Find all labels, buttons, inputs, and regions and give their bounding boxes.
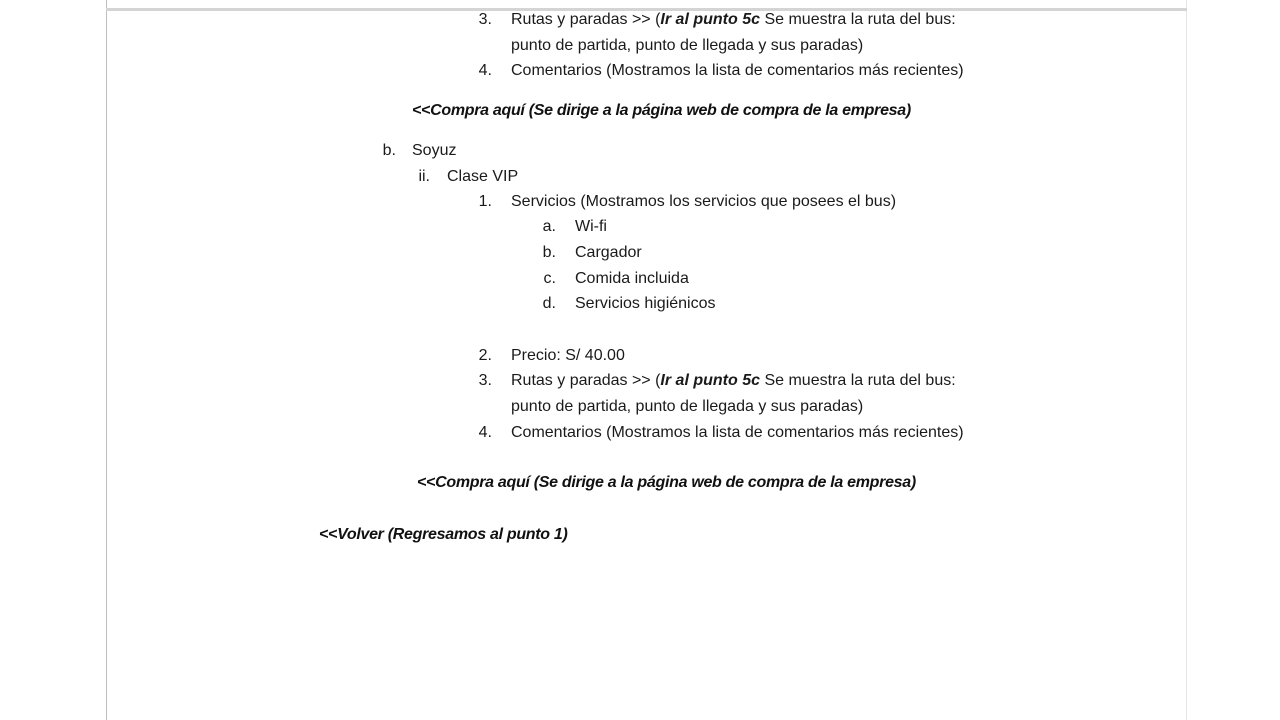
- list-number: 3.: [478, 372, 492, 389]
- list-marker: d.: [542, 295, 556, 312]
- list-number: 1.: [478, 193, 492, 210]
- compra-aqui-link[interactable]: <<Compra aquí (Se dirige a la página web de compra de la empresa): [412, 102, 911, 119]
- list-item-continuation: punto de partida, punto de llegada y sus paradas): [511, 398, 864, 415]
- ir-punto-link[interactable]: Ir al punto 5c: [660, 372, 760, 389]
- list-number: 4.: [478, 62, 492, 79]
- service-item: Wi-fi: [575, 218, 607, 235]
- list-marker: b.: [382, 142, 396, 159]
- company-name: Soyuz: [412, 142, 457, 159]
- rutas-desc: Se muestra la ruta del bus:: [760, 11, 956, 28]
- class-name: Clase VIP: [447, 168, 519, 185]
- rutas-desc: Se muestra la ruta del bus:: [760, 372, 956, 389]
- list-marker: b.: [542, 244, 556, 261]
- precio-text: Precio: S/ 40.00: [511, 347, 625, 364]
- list-item-text: [511, 10, 956, 30]
- service-item: Servicios higiénicos: [575, 295, 716, 312]
- compra-aqui-link[interactable]: <<Compra aquí (Se dirige a la página web de compra de la empresa): [417, 474, 916, 491]
- rutas-label: Rutas y paradas >> (: [511, 11, 661, 28]
- list-marker: a.: [542, 218, 556, 235]
- ir-punto-link[interactable]: Ir al punto 5c: [660, 11, 760, 28]
- servicios-text: Servicios (Mostramos los servicios que posees el bus): [511, 193, 897, 210]
- volver-link[interactable]: <<Volver (Regresamos al punto 1): [319, 526, 568, 543]
- comentarios-text: Comentarios (Mostramos la lista de comentarios más recientes): [511, 62, 964, 79]
- list-marker: ii.: [418, 168, 430, 185]
- list-marker: c.: [543, 270, 556, 287]
- rutas-label: Rutas y paradas >> (: [511, 372, 661, 389]
- list-item-text: [511, 371, 956, 391]
- list-number: 4.: [478, 424, 492, 441]
- service-item: Cargador: [575, 244, 642, 261]
- comentarios-text: Comentarios (Mostramos la lista de comentarios más recientes): [511, 424, 964, 441]
- list-item-continuation: punto de partida, punto de llegada y sus paradas): [511, 37, 864, 54]
- list-number: 2.: [478, 347, 492, 364]
- service-item: Comida incluida: [575, 270, 689, 287]
- list-number: 3.: [478, 11, 492, 28]
